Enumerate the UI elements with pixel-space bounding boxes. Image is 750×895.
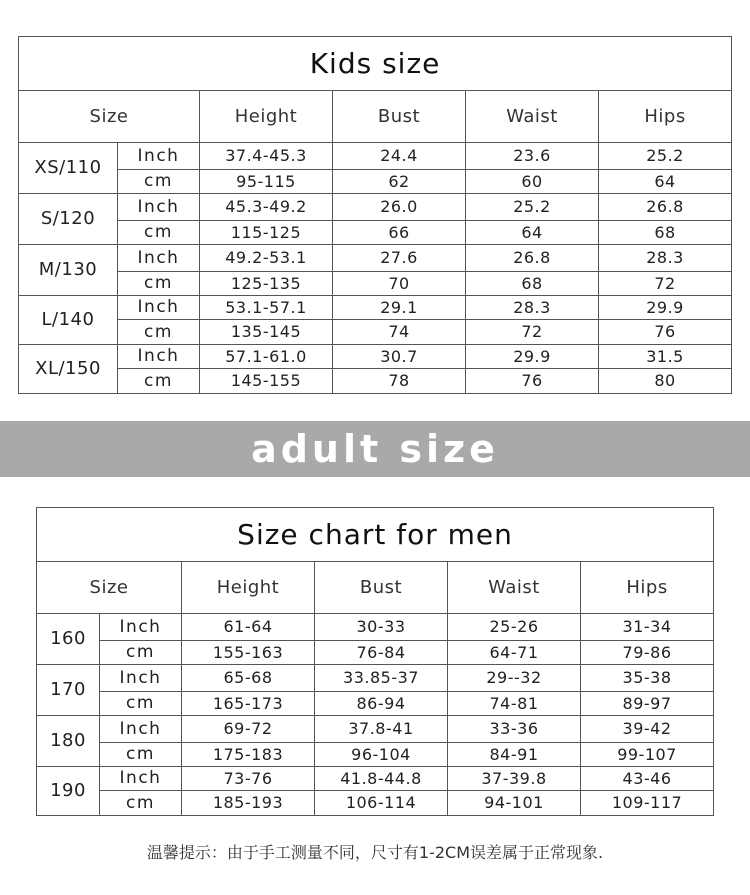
table-row (19, 345, 732, 369)
waist-cell: 33-36 (448, 716, 581, 743)
height-cell: 115-125 (200, 221, 333, 245)
bust-cell: 76-84 (315, 641, 448, 665)
table-row (19, 170, 732, 194)
size-label: 160 (37, 614, 100, 665)
height-cell: 135-145 (200, 320, 333, 345)
hips-cell: 39-42 (581, 716, 714, 743)
table-row (37, 791, 714, 816)
unit-inch-label: Inch (100, 665, 182, 692)
waist-cell: 64 (466, 221, 599, 245)
waist-cell: 68 (466, 272, 599, 296)
hips-cell: 89-97 (581, 692, 714, 716)
bust-cell: 96-104 (315, 743, 448, 767)
bust-cell: 33.85-37 (315, 665, 448, 692)
hips-cell: 35-38 (581, 665, 714, 692)
hips-cell: 26.8 (599, 194, 732, 221)
table-row (37, 743, 714, 767)
measurement-note: 温馨提示：由于手工测量不同，尺寸有1-2CM误差属于正常现象. (146, 843, 604, 862)
size-label: XS/110 (19, 143, 118, 194)
kids-table-body (19, 37, 732, 394)
table-row (19, 369, 732, 394)
height-cell: 37.4-45.3 (200, 143, 333, 170)
table-row (37, 767, 714, 791)
height-cell: 175-183 (182, 743, 315, 767)
height-cell: 57.1-61.0 (200, 345, 333, 369)
bust-cell: 30.7 (333, 345, 466, 369)
hips-cell: 72 (599, 272, 732, 296)
bust-cell: 26.0 (333, 194, 466, 221)
kids-header-size: Size (19, 91, 200, 143)
height-cell: 49.2-53.1 (200, 245, 333, 272)
unit-inch-label: Inch (118, 345, 200, 369)
men-header-bust: Bust (315, 562, 448, 614)
height-cell: 185-193 (182, 791, 315, 816)
unit-cm-label: cm (118, 320, 200, 345)
bust-cell: 74 (333, 320, 466, 345)
hips-cell: 68 (599, 221, 732, 245)
unit-inch-label: Inch (100, 716, 182, 743)
size-label: S/120 (19, 194, 118, 245)
unit-cm-label: cm (118, 221, 200, 245)
unit-inch-label: Inch (118, 245, 200, 272)
bust-cell: 30-33 (315, 614, 448, 641)
height-cell: 61-64 (182, 614, 315, 641)
men-size-table (36, 507, 714, 816)
size-label: 190 (37, 767, 100, 816)
unit-cm-label: cm (100, 743, 182, 767)
bust-cell: 66 (333, 221, 466, 245)
unit-inch-label: Inch (118, 194, 200, 221)
height-cell: 145-155 (200, 369, 333, 394)
table-row (19, 245, 732, 272)
hips-cell: 99-107 (581, 743, 714, 767)
hips-cell: 31.5 (599, 345, 732, 369)
height-cell: 73-76 (182, 767, 315, 791)
hips-cell: 25.2 (599, 143, 732, 170)
bust-cell: 27.6 (333, 245, 466, 272)
waist-cell: 37-39.8 (448, 767, 581, 791)
kids-header-waist: Waist (466, 91, 599, 143)
table-row (19, 221, 732, 245)
table-row (37, 692, 714, 716)
table-row (19, 296, 732, 320)
table-row (37, 665, 714, 692)
bust-cell: 41.8-44.8 (315, 767, 448, 791)
kids-size-table (18, 36, 732, 394)
waist-cell: 28.3 (466, 296, 599, 320)
table-row (19, 194, 732, 221)
waist-cell: 29--32 (448, 665, 581, 692)
bust-cell: 86-94 (315, 692, 448, 716)
size-label: 170 (37, 665, 100, 716)
height-cell: 125-135 (200, 272, 333, 296)
hips-cell: 28.3 (599, 245, 732, 272)
bust-cell: 78 (333, 369, 466, 394)
hips-cell: 31-34 (581, 614, 714, 641)
unit-inch-label: Inch (100, 614, 182, 641)
height-cell: 53.1-57.1 (200, 296, 333, 320)
adult-size-banner-text: adult size (251, 427, 499, 471)
table-row (19, 272, 732, 296)
unit-inch-label: Inch (118, 143, 200, 170)
table-row (19, 320, 732, 345)
waist-cell: 76 (466, 369, 599, 394)
bust-cell: 62 (333, 170, 466, 194)
hips-cell: 29.9 (599, 296, 732, 320)
adult-size-banner (0, 421, 750, 477)
height-cell: 155-163 (182, 641, 315, 665)
hips-cell: 80 (599, 369, 732, 394)
waist-cell: 64-71 (448, 641, 581, 665)
hips-cell: 76 (599, 320, 732, 345)
unit-cm-label: cm (118, 272, 200, 296)
height-cell: 45.3-49.2 (200, 194, 333, 221)
size-label: XL/150 (19, 345, 118, 394)
men-header-size: Size (37, 562, 182, 614)
table-row (19, 143, 732, 170)
table-row (37, 614, 714, 641)
size-label: M/130 (19, 245, 118, 296)
waist-cell: 72 (466, 320, 599, 345)
waist-cell: 94-101 (448, 791, 581, 816)
height-cell: 165-173 (182, 692, 315, 716)
kids-header-bust: Bust (333, 91, 466, 143)
size-label: L/140 (19, 296, 118, 345)
men-header-waist: Waist (448, 562, 581, 614)
bust-cell: 29.1 (333, 296, 466, 320)
men-table-body (37, 508, 714, 816)
kids-table-title: Kids size (19, 37, 732, 91)
bust-cell: 106-114 (315, 791, 448, 816)
waist-cell: 25.2 (466, 194, 599, 221)
hips-cell: 43-46 (581, 767, 714, 791)
hips-cell: 79-86 (581, 641, 714, 665)
waist-cell: 84-91 (448, 743, 581, 767)
waist-cell: 25-26 (448, 614, 581, 641)
height-cell: 69-72 (182, 716, 315, 743)
height-cell: 65-68 (182, 665, 315, 692)
unit-cm-label: cm (118, 369, 200, 394)
men-header-hips: Hips (581, 562, 714, 614)
unit-cm-label: cm (100, 791, 182, 816)
hips-cell: 109-117 (581, 791, 714, 816)
height-cell: 95-115 (200, 170, 333, 194)
kids-header-height: Height (200, 91, 333, 143)
unit-inch-label: Inch (100, 767, 182, 791)
waist-cell: 26.8 (466, 245, 599, 272)
size-label: 180 (37, 716, 100, 767)
unit-cm-label: cm (118, 170, 200, 194)
hips-cell: 64 (599, 170, 732, 194)
unit-inch-label: Inch (118, 296, 200, 320)
waist-cell: 74-81 (448, 692, 581, 716)
bust-cell: 37.8-41 (315, 716, 448, 743)
men-header-height: Height (182, 562, 315, 614)
kids-header-hips: Hips (599, 91, 732, 143)
men-table-title: Size chart for men (37, 508, 714, 562)
unit-cm-label: cm (100, 641, 182, 665)
unit-cm-label: cm (100, 692, 182, 716)
table-row (37, 641, 714, 665)
waist-cell: 60 (466, 170, 599, 194)
waist-cell: 29.9 (466, 345, 599, 369)
bust-cell: 24.4 (333, 143, 466, 170)
bust-cell: 70 (333, 272, 466, 296)
table-row (37, 716, 714, 743)
waist-cell: 23.6 (466, 143, 599, 170)
